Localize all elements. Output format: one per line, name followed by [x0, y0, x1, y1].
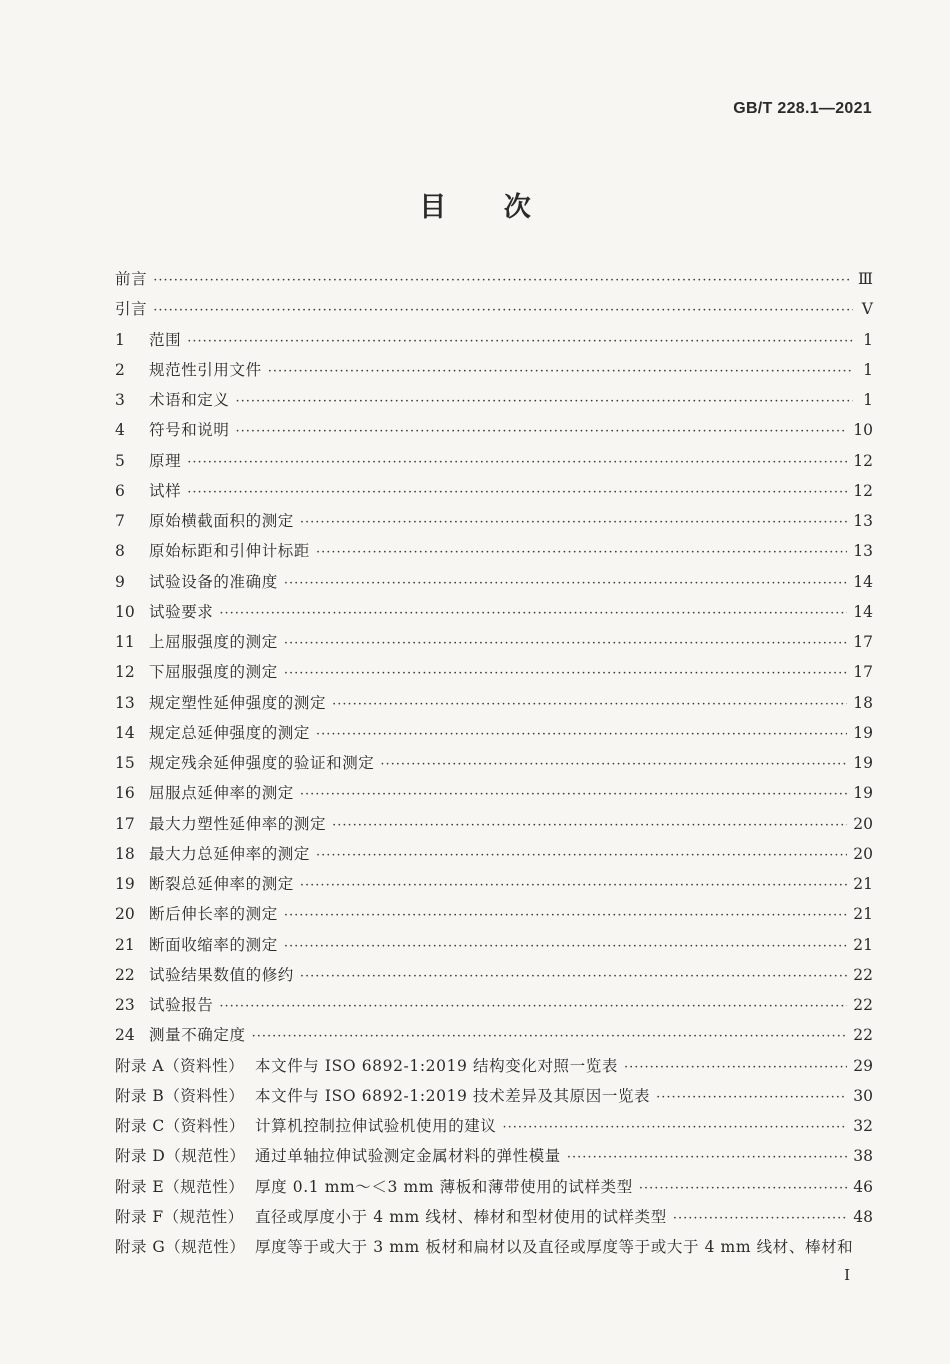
appendix-page: 29: [853, 1056, 873, 1075]
dot-leader: [236, 387, 853, 417]
dot-leader: [284, 659, 847, 689]
dot-leader: [332, 811, 847, 841]
toc-entry-page: 19: [853, 723, 873, 742]
dot-leader: [219, 599, 847, 629]
toc-entry: [115, 506, 873, 536]
toc-entry-number: 9: [115, 572, 125, 591]
appendix-prefix: 附录 E（规范性）: [115, 1177, 245, 1196]
toc-appendix-entry: [115, 1111, 873, 1141]
toc-entry-label: 上屈服强度的测定: [149, 633, 278, 651]
toc-entry-label: 试验设备的准确度: [149, 572, 278, 591]
dot-leader: [153, 296, 853, 326]
toc-entry-page: 21: [853, 905, 873, 924]
toc-entry: [115, 325, 873, 355]
appendix-page: 32: [853, 1117, 873, 1135]
toc-entry-number: 11: [115, 633, 135, 651]
toc-entry: [115, 627, 873, 657]
appendix-page: 46: [853, 1177, 873, 1196]
toc-entry-label: 最大力塑性延伸率的测定: [149, 814, 327, 833]
toc-appendix-entry: [115, 1081, 873, 1111]
toc-entry-number: 15: [115, 754, 135, 772]
toc-entry-number: 2: [115, 360, 125, 379]
toc-entry-number: 14: [115, 723, 135, 742]
toc-entry-label: 原始标距和引伸计标距: [149, 542, 311, 561]
toc-entry-label: 试样: [149, 481, 182, 500]
toc-entry: [115, 930, 873, 960]
toc-entry-number: 24: [115, 1026, 135, 1045]
toc-entry-page: 1: [863, 391, 873, 409]
toc-entry: [115, 657, 873, 687]
toc-appendix-entry: [115, 1051, 873, 1081]
dot-leader: [153, 266, 852, 296]
toc-entry-label: 断后伸长率的测定: [149, 905, 278, 924]
toc-entry: [115, 960, 873, 990]
toc-appendix-entry: [115, 1141, 873, 1171]
page-number: I: [844, 1266, 850, 1284]
appendix-title: 计算机控制拉伸试验机使用的建议: [255, 1117, 497, 1135]
toc-entry: [115, 355, 873, 385]
toc-entry-page: 14: [853, 602, 873, 621]
dot-leader: [567, 1143, 847, 1173]
toc-entry: [115, 1020, 873, 1050]
toc-entry-page: 21: [853, 875, 873, 893]
dot-leader: [284, 569, 847, 599]
appendix-title: 厚度等于或大于 3 mm 板材和扁材以及直径或厚度等于或大于 4 mm 线材、棒材和: [255, 1238, 854, 1256]
toc-entry-number: 16: [115, 784, 135, 803]
toc-entry-label: 引言: [115, 300, 148, 319]
toc-entry: [115, 476, 873, 506]
toc-entry-page: 13: [853, 512, 873, 530]
toc-entry-label: 范围: [149, 330, 182, 349]
toc-entry-label: 规定残余延伸强度的验证和测定: [149, 754, 375, 772]
toc-entry-page: 12: [853, 481, 873, 500]
toc-entry: [115, 446, 873, 476]
toc-entry-label: 断裂总延伸率的测定: [149, 875, 294, 893]
toc-entry-number: 23: [115, 996, 135, 1014]
toc-entry: [115, 597, 873, 627]
toc-entry-label: 屈服点延伸率的测定: [149, 784, 294, 803]
toc-entry-label: 试验报告: [149, 996, 214, 1014]
toc-entry-label: 符号和说明: [149, 421, 230, 440]
toc-entry-number: 19: [115, 875, 135, 893]
dot-leader: [219, 992, 847, 1022]
dot-leader: [316, 841, 847, 871]
toc-entry-number: 17: [115, 814, 135, 833]
toc-appendix-entry: [115, 1202, 873, 1232]
toc-entry-label: 术语和定义: [149, 391, 230, 409]
toc-entry-page: 20: [853, 814, 873, 833]
toc-entry-page: 19: [853, 754, 873, 772]
toc-entry-label: 试验要求: [149, 602, 214, 621]
toc-entry: [115, 839, 873, 869]
toc-entry-page: 20: [853, 844, 873, 863]
toc-entry: [115, 869, 873, 899]
appendix-prefix: 附录 F（规范性）: [115, 1207, 244, 1226]
appendix-title: 厚度 0.1 mm～＜3 mm 薄板和薄带使用的试样类型: [255, 1177, 633, 1196]
toc-entry-page: 10: [853, 421, 873, 440]
dot-leader: [332, 690, 847, 720]
appendix-prefix: 附录 A（资料性）: [115, 1056, 245, 1075]
toc-entry-page: 13: [853, 542, 873, 561]
appendix-title: 通过单轴拉伸试验测定金属材料的弹性模量: [255, 1147, 561, 1166]
dot-leader: [503, 1113, 848, 1143]
toc-entry-page: 22: [853, 996, 873, 1014]
dot-leader: [300, 780, 847, 810]
toc-entry-label: 规范性引用文件: [149, 360, 262, 379]
toc-entry-page: 21: [853, 935, 873, 954]
dot-leader: [300, 871, 847, 901]
dot-leader: [252, 1022, 848, 1052]
toc-entry: [115, 990, 873, 1020]
toc-entry-number: 12: [115, 663, 135, 682]
toc-entry: [115, 748, 873, 778]
toc-entry: [115, 385, 873, 415]
toc-entry-number: 18: [115, 844, 135, 863]
toc-appendix-entry: [115, 1232, 873, 1262]
toc-entry-label: 试验结果数值的修约: [149, 965, 294, 984]
dot-leader: [268, 357, 853, 387]
toc-entry-label: 规定总延伸强度的测定: [149, 723, 311, 742]
toc-entry-page: Ⅴ: [861, 300, 873, 319]
toc-entry: [115, 899, 873, 929]
toc-appendix-entry: [115, 1172, 873, 1202]
dot-leader: [656, 1083, 847, 1113]
toc-entry: [115, 718, 873, 748]
toc-entry-label: 原理: [149, 451, 182, 470]
toc-entry: [115, 536, 873, 566]
appendix-page: 48: [853, 1207, 873, 1226]
appendix-title: 本文件与 ISO 6892-1:2019 结构变化对照一览表: [255, 1056, 618, 1075]
toc-entry-label: 测量不确定度: [149, 1026, 246, 1045]
toc-entry: [115, 415, 873, 445]
toc-entry-page: 19: [853, 784, 873, 803]
toc-entry-number: 21: [115, 935, 135, 954]
toc-entry-page: 14: [853, 572, 873, 591]
toc-entry: [115, 567, 873, 597]
page-title: 目 次: [419, 192, 531, 223]
appendix-page: 38: [853, 1147, 873, 1166]
toc-entry-label: 最大力总延伸率的测定: [149, 844, 311, 863]
dot-leader: [316, 538, 847, 568]
toc-entry-number: 7: [115, 512, 125, 530]
toc-entry-page: 17: [853, 663, 873, 682]
toc-entry-number: 22: [115, 965, 135, 984]
dot-leader: [316, 720, 847, 750]
toc-entry-number: 13: [115, 693, 135, 712]
dot-leader: [639, 1174, 847, 1204]
toc-entry-page: 17: [853, 633, 873, 651]
dot-leader: [284, 932, 847, 962]
appendix-prefix: 附录 B（资料性）: [115, 1086, 245, 1105]
appendix-page: 30: [853, 1086, 873, 1105]
toc-entry-page: 18: [853, 693, 873, 712]
dot-leader: [236, 417, 848, 447]
dot-leader: [284, 629, 847, 659]
toc-entry-page: 1: [863, 360, 873, 379]
toc-entry-page: 12: [853, 451, 873, 470]
standard-code: GB/T 228.1—2021: [733, 100, 872, 117]
toc-entry-page: 1: [863, 330, 873, 349]
dot-leader: [673, 1204, 847, 1234]
toc-entry-number: 20: [115, 905, 135, 924]
appendix-prefix: 附录 G（规范性）: [115, 1238, 246, 1256]
toc-entry-label: 规定塑性延伸强度的测定: [149, 693, 327, 712]
toc-entry: [115, 688, 873, 718]
dot-leader: [624, 1053, 847, 1083]
dot-leader: [380, 750, 847, 780]
toc-entry-label: 下屈服强度的测定: [149, 663, 278, 682]
dot-leader: [187, 448, 847, 478]
toc-entry: [115, 778, 873, 808]
table-of-contents: [115, 264, 873, 1262]
toc-entry-number: 1: [115, 330, 125, 349]
dot-leader: [187, 327, 853, 357]
toc-entry-number: 8: [115, 542, 125, 561]
dot-leader: [284, 901, 847, 931]
toc-entry: [115, 264, 873, 294]
toc-entry-number: 3: [115, 391, 125, 409]
toc-entry-page: 22: [853, 1026, 873, 1045]
toc-entry-label: 断面收缩率的测定: [149, 935, 278, 954]
appendix-prefix: 附录 C（资料性）: [115, 1117, 245, 1135]
toc-entry-number: 10: [115, 602, 135, 621]
toc-entry-page: Ⅲ: [858, 270, 873, 288]
toc-entry-number: 6: [115, 481, 125, 500]
toc-entry-page: 22: [853, 965, 873, 984]
toc-entry-label: 前言: [115, 270, 148, 288]
appendix-title: 直径或厚度小于 4 mm 线材、棒材和型材使用的试样类型: [255, 1207, 667, 1226]
appendix-prefix: 附录 D（规范性）: [115, 1147, 246, 1166]
appendix-title: 本文件与 ISO 6892-1:2019 技术差异及其原因一览表: [255, 1086, 651, 1105]
toc-entry-number: 5: [115, 451, 125, 470]
toc-entry: [115, 809, 873, 839]
toc-entry-number: 4: [115, 421, 125, 440]
dot-leader: [187, 478, 847, 508]
dot-leader: [300, 508, 847, 538]
toc-entry-label: 原始横截面积的测定: [149, 512, 294, 530]
toc-entry: [115, 294, 873, 324]
dot-leader: [300, 962, 847, 992]
